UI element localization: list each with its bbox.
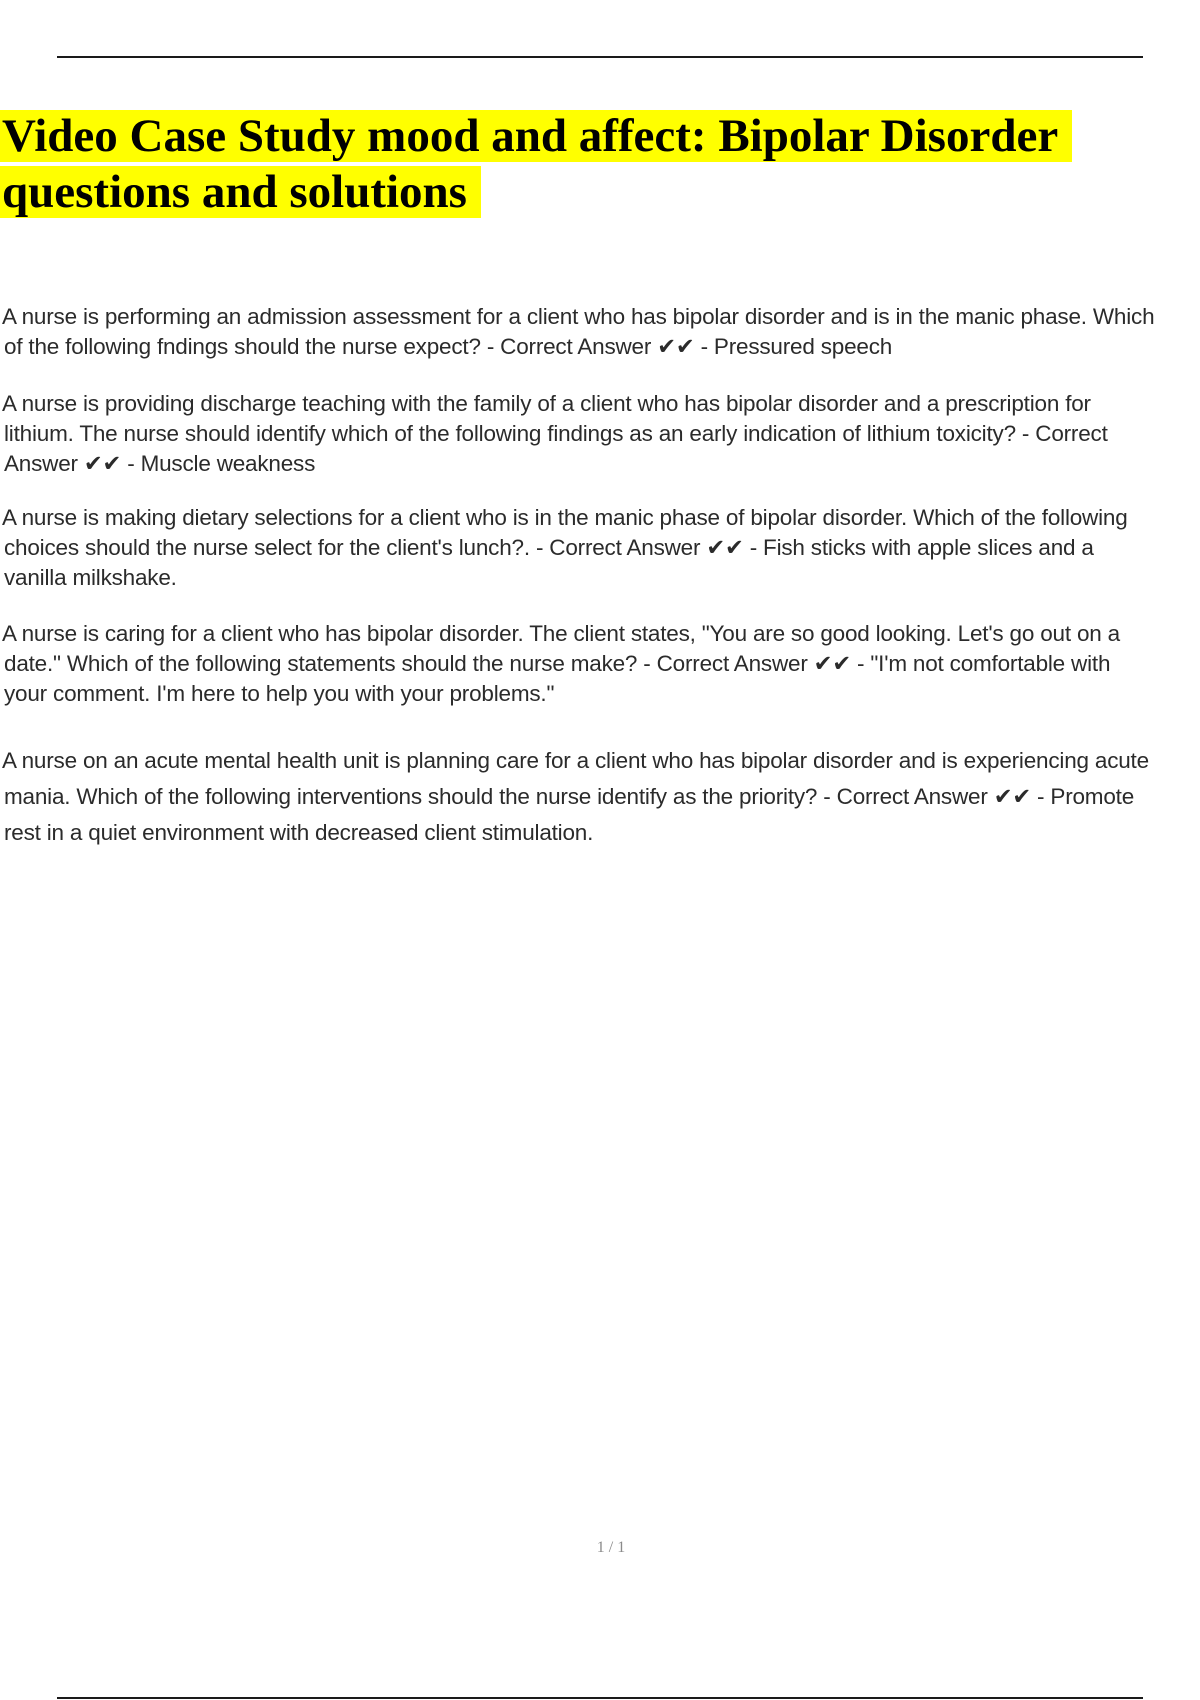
qa-line: rest in a quiet environment with decreased client stimulation. <box>4 820 594 845</box>
qa-line: A nurse is performing an admission assessment for a client who has bipolar disorder and is in the manic phase. Which <box>2 304 1155 329</box>
qa-line: vanilla milkshake. <box>4 565 177 590</box>
bottom-rule <box>57 1697 1143 1699</box>
qa-line: A nurse is providing discharge teaching with the family of a client who has bipolar disorder and a prescription for <box>2 391 1091 416</box>
qa-item-2 <box>2 389 1198 479</box>
qa-line: mania. Which of the following interventions should the nurse identify as the priority? - Correct Answer ✔✔ - Promote <box>4 784 1135 809</box>
qa-item-1 <box>2 302 1198 362</box>
qa-item-5 <box>2 743 1198 851</box>
title-line-2: questions and solutions <box>0 166 481 218</box>
qa-line: your comment. I'm here to help you with your problems." <box>4 681 555 706</box>
qa-line: A nurse on an acute mental health unit is planning care for a client who has bipolar disorder and is experiencing acute <box>2 748 1149 773</box>
page-number: 1 / 1 <box>596 1539 626 1556</box>
qa-line: of the following fndings should the nurse expect? - Correct Answer ✔✔ - Pressured speech <box>4 334 893 359</box>
top-rule <box>57 56 1143 58</box>
qa-line: date." Which of the following statements should the nurse make? - Correct Answer ✔✔ - "I'm not comfortable with <box>4 651 1111 676</box>
qa-line: A nurse is making dietary selections for a client who is in the manic phase of bipolar disorder. Which of the following <box>2 505 1128 530</box>
qa-line: Answer ✔✔ - Muscle weakness <box>4 451 316 476</box>
qa-line: lithium. The nurse should identify which of the following findings as an early indication of lithium toxicity? - Correct <box>4 421 1108 446</box>
qa-item-4 <box>2 619 1198 709</box>
qa-item-3 <box>2 503 1198 593</box>
qa-line: A nurse is caring for a client who has bipolar disorder. The client states, "You are so good looking. Let's go out on a <box>2 621 1120 646</box>
title-line-1: Video Case Study mood and affect: Bipolar Disorder <box>0 110 1072 162</box>
qa-line: choices should the nurse select for the client's lunch?. - Correct Answer ✔✔ - Fish sticks with apple slices and a <box>4 535 1094 560</box>
document-title <box>0 108 1140 220</box>
